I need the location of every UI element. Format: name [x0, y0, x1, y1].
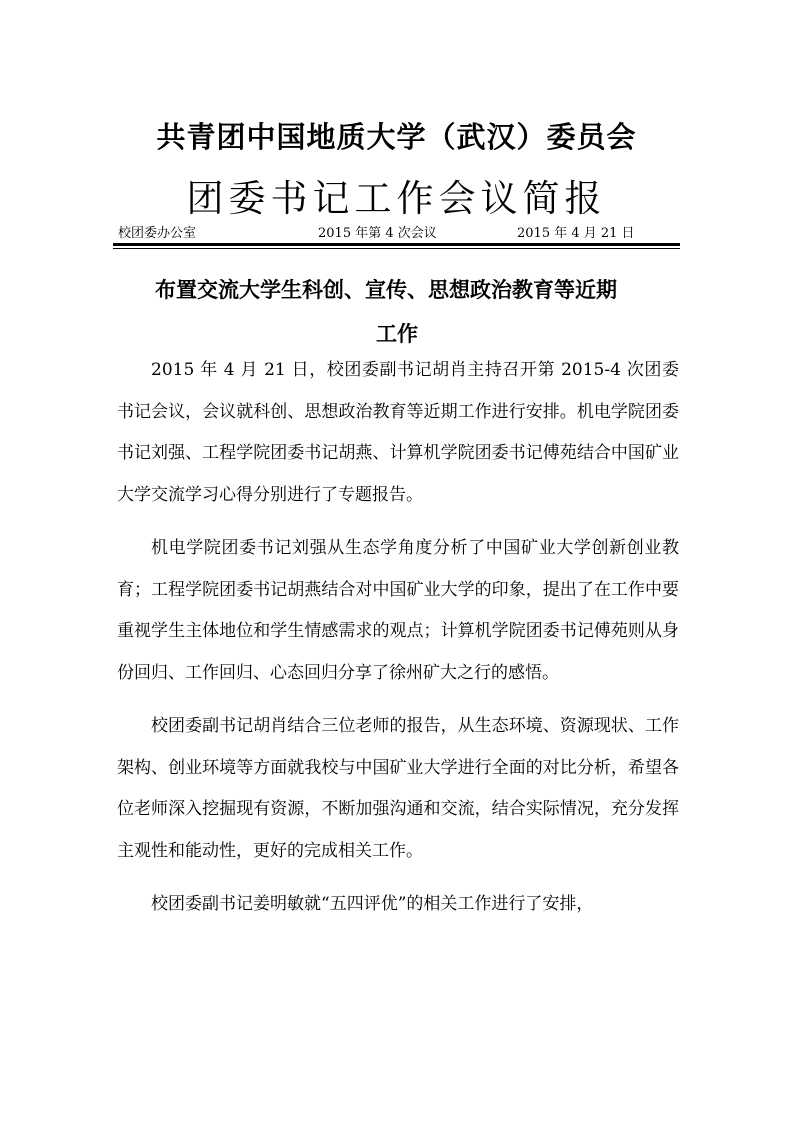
header-rule-thick	[113, 243, 680, 246]
headline-line-2: 工作	[376, 321, 418, 346]
bulletin-title: 团委书记工作会议简报	[186, 177, 607, 220]
body-paragraph: 机电学院团委书记刘强从生态学角度分析了中国矿业大学创新创业教育；工程学院团委书记胡燕结合对中国矿业大学的印象，提出了在工作中要重视学生主体地位和学生情感需求的观点；计算机学院团委书记傅苑则从身份回归、工作回归、心态回归分享了徐州矿大之行的感悟。	[117, 538, 679, 683]
article-body	[117, 350, 679, 938]
body-paragraph: 校团委副书记姜明敏就“五四评优”的相关工作进行了安排，	[151, 894, 594, 914]
header-rule-thin	[113, 248, 680, 249]
organization-title: 共青团中国地质大学（武汉）委员会	[156, 120, 637, 154]
issue-date: 2015 年 4 月 21 日	[517, 226, 635, 241]
body-paragraph: 校团委副书记胡肖结合三位老师的报告，从生态环境、资源现状、工作架构、创业环境等方面就我校与中国矿业大学进行全面的对比分析，希望各位老师深入挖掘现有资源，不断加强沟通和交流，结合实际情况，充分发挥主观性和能动性，更好的完成相关工作。	[117, 716, 679, 861]
article-headline	[113, 268, 681, 356]
body-paragraph: 2015 年 4 月 21 日，校团委副书记胡肖主持召开第 2015-4 次团委书记会议，会议就科创、思想政治教育等近期工作进行安排。机电学院团委书记刘强、工程学院团委书记胡燕、计算机学院团委书记傅苑结合中国矿业大学交流学习心得分别进行了专题报告。	[117, 360, 679, 505]
issuing-office: 校团委办公室	[118, 226, 197, 241]
headline-line-1: 布置交流大学生科创、宣传、思想政治教育等近期	[155, 277, 617, 302]
issue-number: 2015 年第 4 次会议	[318, 226, 437, 241]
